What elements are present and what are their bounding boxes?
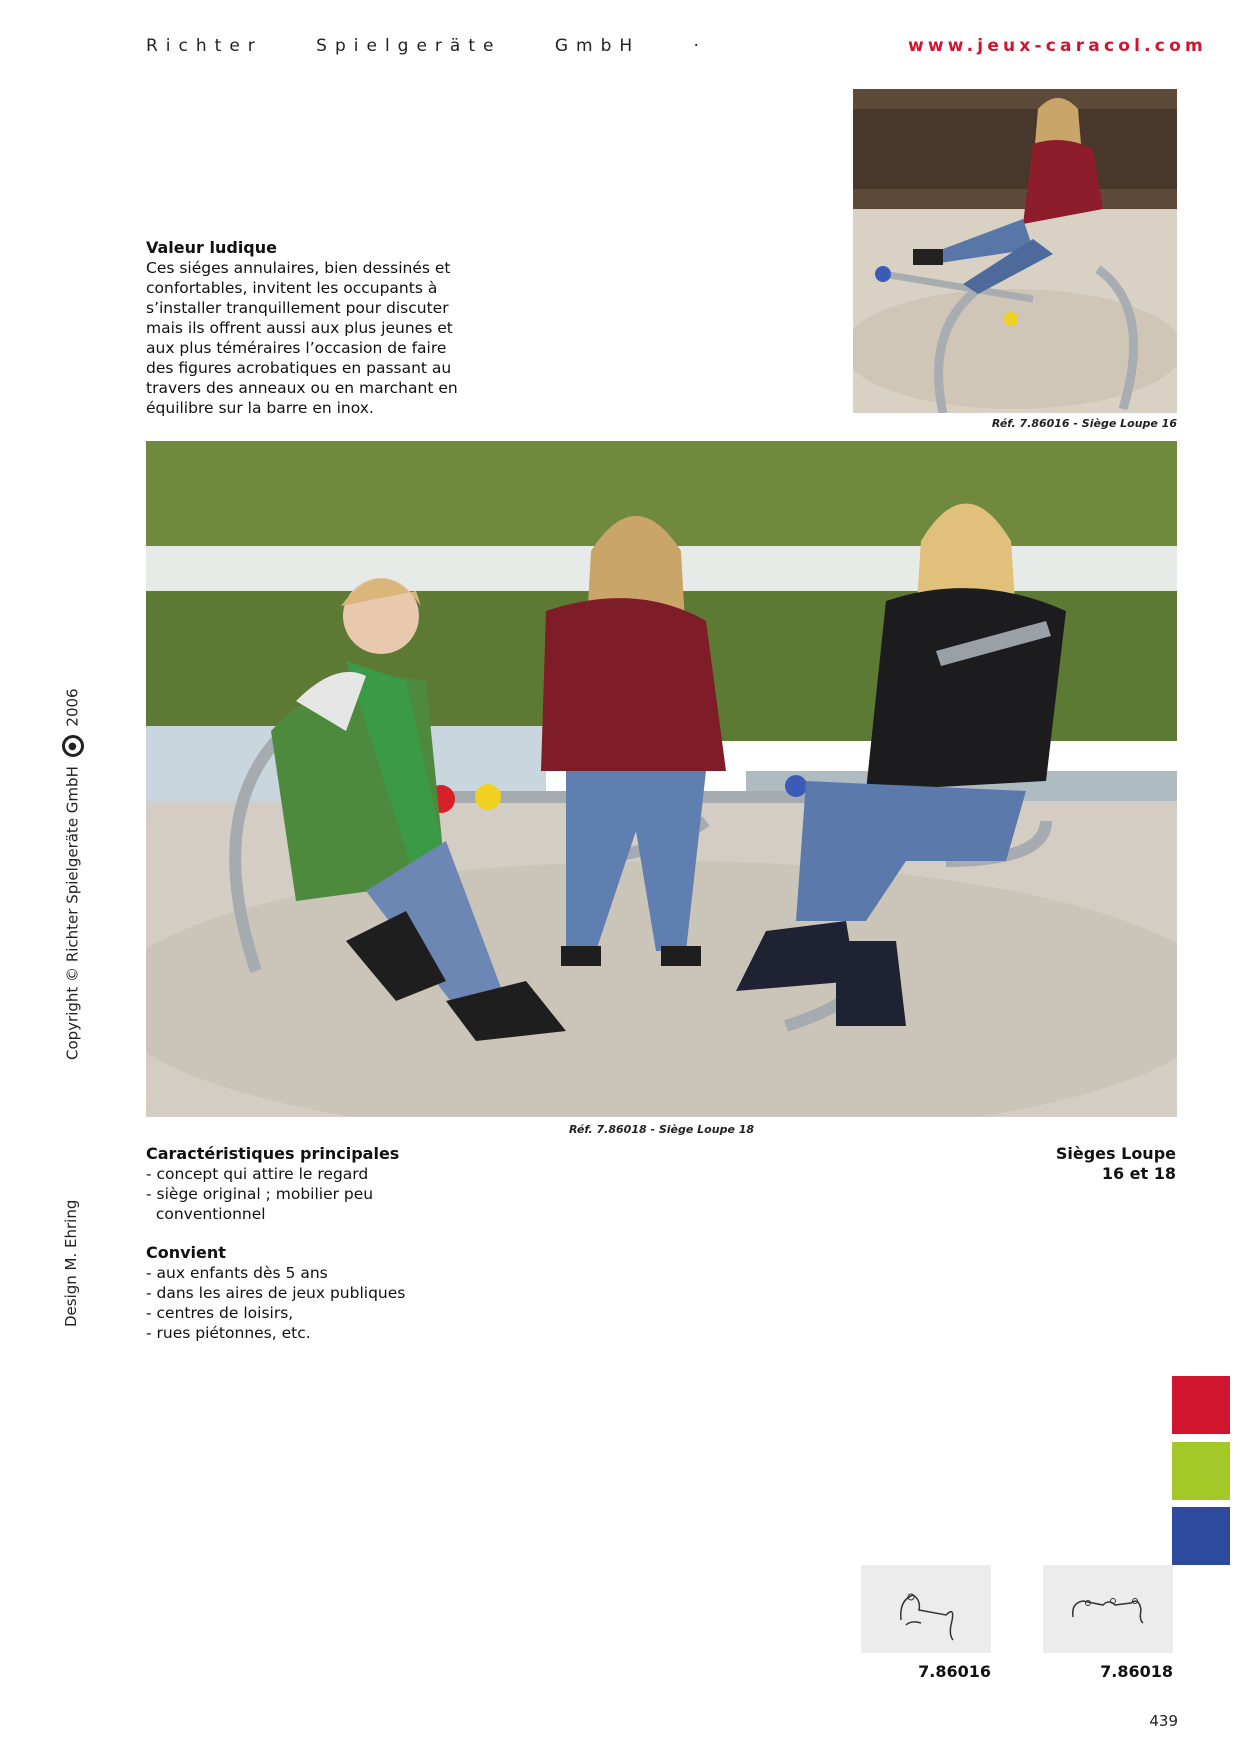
play-value-line: confortables, invitent les occupants à — [146, 279, 438, 297]
richter-logo-icon: ● — [62, 735, 84, 757]
photo-siege-loupe-18 — [146, 441, 1177, 1117]
suitable-title: Convient — [146, 1243, 226, 1262]
thumbnail-label-7-86018: 7.86018 — [1100, 1662, 1173, 1681]
play-value-line: aux plus téméraires l’occasion de faire — [146, 339, 447, 357]
play-value-line: Ces siéges annulaires, bien dessinés et — [146, 259, 451, 277]
features-item: - siège original ; mobilier peu — [146, 1185, 374, 1203]
swatch-green — [1172, 1442, 1230, 1500]
caption-siege-loupe-16: Réf. 7.86016 - Siège Loupe 16 — [991, 417, 1177, 430]
product-title-line2: 16 et 18 — [1101, 1164, 1176, 1183]
features-list — [146, 1164, 506, 1224]
play-value-text — [146, 258, 486, 418]
product-title — [900, 1144, 1176, 1184]
page-number: 439 — [1149, 1712, 1178, 1730]
play-value-section — [146, 238, 486, 418]
side-copyright — [62, 688, 84, 1060]
swatch-red — [1172, 1376, 1230, 1434]
features-title: Caractéristiques principales — [146, 1144, 400, 1163]
suitable-item: - centres de loisirs, — [146, 1304, 294, 1322]
side-design: Design M. Ehring — [62, 1199, 80, 1327]
thumbnail-7-86018[interactable] — [1043, 1565, 1173, 1653]
suitable-item: - dans les aires de jeux publiques — [146, 1284, 406, 1302]
header-url[interactable]: www.jeux-caracol.com — [908, 36, 1207, 56]
play-value-line: s’installer tranquillement pour discuter — [146, 299, 449, 317]
siege-loupe-18-sketch-icon — [1043, 1565, 1173, 1653]
thumbnail-label-7-86016: 7.86016 — [918, 1662, 991, 1681]
play-value-title: Valeur ludique — [146, 238, 277, 257]
header-company: Richter Spielgeräte GmbH · — [146, 36, 707, 56]
copyright-year: 2006 — [63, 688, 82, 727]
features-item: - concept qui attire le regard — [146, 1165, 369, 1183]
suitable-section — [146, 1243, 506, 1343]
play-value-line: des figures acrobatiques en passant au — [146, 359, 452, 377]
siege-loupe-16-sketch-icon — [861, 1565, 991, 1653]
photo-siege-loupe-16 — [853, 89, 1177, 413]
thumbnail-7-86016[interactable] — [861, 1565, 991, 1653]
play-value-line: travers des anneaux ou en marchant en — [146, 379, 458, 397]
product-title-line1: Sièges Loupe — [1055, 1144, 1176, 1163]
suitable-item: - rues piétonnes, etc. — [146, 1324, 311, 1342]
copyright-text: Copyright © Richter Spielgeräte GmbH — [63, 766, 82, 1060]
play-value-line: mais ils offrent aussi aux plus jeunes et — [146, 319, 453, 337]
suitable-list — [146, 1263, 506, 1343]
play-value-line: équilibre sur la barre en inox. — [146, 399, 374, 417]
features-item: conventionnel — [146, 1205, 266, 1223]
caption-siege-loupe-18: Réf. 7.86018 - Siège Loupe 18 — [568, 1123, 755, 1136]
swatch-blue — [1172, 1507, 1230, 1565]
features-section — [146, 1144, 506, 1224]
suitable-item: - aux enfants dès 5 ans — [146, 1264, 328, 1282]
